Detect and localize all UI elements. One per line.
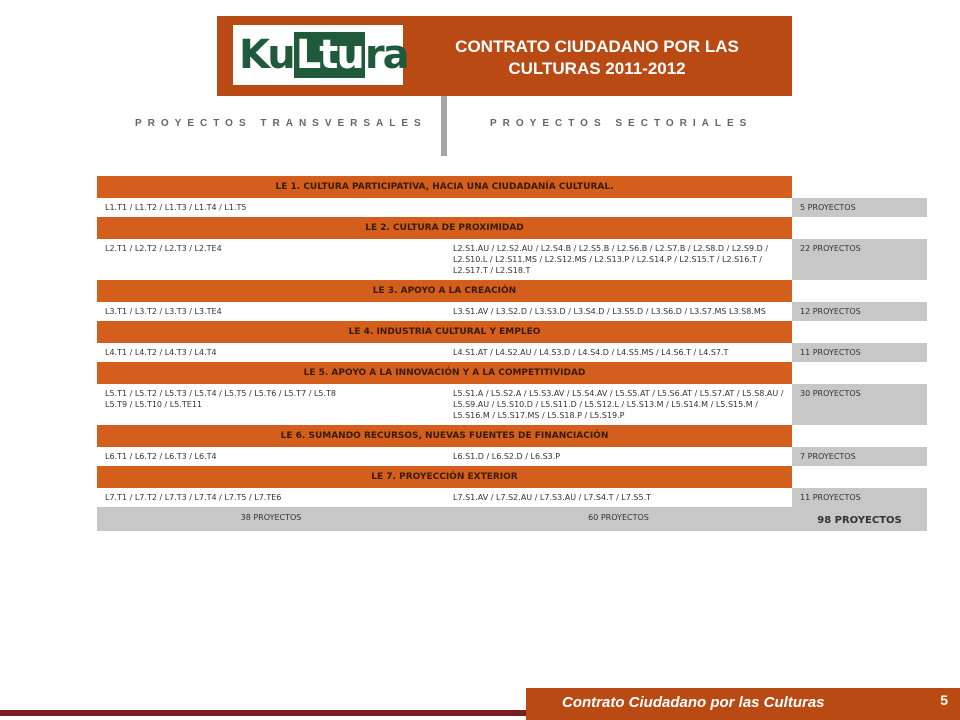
sectorial-cell: L4.S1.AT / L4.S2.AU / L4.S3.D / L4.S4.D / L4.S5.MS / L4.S6.T / L4.S7.T	[453, 348, 729, 357]
projects-table	[97, 176, 927, 531]
page-number: 5	[940, 692, 948, 708]
table-row	[97, 343, 927, 362]
table-row	[97, 198, 927, 217]
line-title: LE 7. PROYECCIÓN EXTERIOR	[97, 466, 792, 488]
line-title: LE 2. CULTURA DE PROXIMIDAD	[97, 217, 792, 239]
line-header	[97, 425, 927, 447]
transversal-cell: L6.T1 / L6.T2 / L6.T3 / L6.T4	[105, 452, 217, 461]
divider-bar	[441, 96, 447, 156]
line-header	[97, 321, 927, 343]
count-cell: 30 PROYECTOS	[792, 384, 927, 425]
line-title: LE 1. CULTURA PARTICIPATIVA, HACIA UNA CIUDADANÍA CULTURAL.	[97, 176, 792, 198]
sectorial-cell: L6.S1.D / L6.S2.D / L6.S3.P	[453, 452, 561, 461]
header-banner	[217, 16, 792, 96]
line-title: LE 5. APOYO A LA INNOVACIÓN Y A LA COMPETITIVIDAD	[97, 362, 792, 384]
table-row	[97, 302, 927, 321]
count-cell: 11 PROYECTOS	[792, 488, 927, 507]
line-header	[97, 362, 927, 384]
table-row	[97, 239, 927, 280]
title-line-2: CULTURAS 2011-2012	[508, 59, 686, 78]
transversal-cell: L1.T1 / L1.T2 / L1.T3 / L1.T4 / L1.T5	[105, 203, 247, 212]
label-sectoriales: PROYECTOS SECTORIALES	[490, 118, 753, 129]
line-header	[97, 217, 927, 239]
count-cell: 22 PROYECTOS	[792, 239, 927, 280]
transversal-cell: L7.T1 / L7.T2 / L7.T3 / L7.T4 / L7.T5 / L7.TE6	[105, 493, 282, 502]
title-line-1: CONTRATO CIUDADANO POR LAS	[455, 37, 739, 56]
count-cell: 7 PROYECTOS	[792, 447, 927, 466]
line-header	[97, 176, 927, 198]
line-header	[97, 466, 927, 488]
logo-wordmark: KuLtura	[239, 32, 408, 78]
line-header	[97, 280, 927, 302]
count-cell: 12 PROYECTOS	[792, 302, 927, 321]
line-title: LE 3. APOYO A LA CREACIÓN	[97, 280, 792, 302]
sectorial-cell: L7.S1.AV / L7.S2.AU / L7.S3.AU / L7.S4.T / L7.S5.T	[453, 493, 651, 502]
page-title	[417, 36, 777, 80]
table-row	[97, 447, 927, 466]
transversal-cell: L2.T1 / L2.T2 / L2.T3 / L2.TE4	[105, 244, 222, 253]
table-row	[97, 384, 927, 425]
transversal-cell: L3.T1 / L3.T2 / L3.T3 / L3.TE4	[105, 307, 222, 316]
total-transversales: 38 PROYECTOS	[97, 507, 445, 531]
total-sectoriales: 60 PROYECTOS	[445, 507, 792, 531]
sectorial-cell: L2.S1.AU / L2.S2.AU / L2.S4.B / L2.S5.B / L2.S6.B / L2.S7.B / L2.S8.D / L2.S9.D / L2.S10.L / L2.S11.MS / L2.S12.MS / L2.S13.P / L2.S14.P / L2.S15.T / L2.S16.T / L2.S17.T / L2.S18.T	[453, 244, 769, 275]
label-transversales: PROYECTOS TRANSVERSALES	[135, 118, 427, 129]
sectorial-cell	[445, 198, 792, 217]
line-title: LE 6. SUMANDO RECURSOS, NUEVAS FUENTES DE FINANCIACIÓN	[97, 425, 792, 447]
total-all: 98 PROYECTOS	[792, 507, 927, 531]
sectorial-cell: L5.S1.A / L5.S2.A / L5.S3.AV / L5.S4.AV / L5.S5.AT / L5.S6.AT / L5.S7.AT / L5.S8.AU / L5.S9.AU / L5.S10.D / L5.S11.D / L5.S12.L / L5.S13.M / L5.S14.M / L5.S15.M / L5.S16.M / L5.S17.MS / L5.S18.P / L5.S19.P	[453, 389, 784, 420]
kultura-logo	[233, 25, 408, 85]
totals-row	[97, 507, 927, 531]
line-title: LE 4. INDUSTRIA CULTURAL Y EMPLEO	[97, 321, 792, 343]
transversal-cell: L5.T1 / L5.T2 / L5.T3 / L5.T4 / L5.T5 / L5.T6 / L5.T7 / L5.T8 L5.T9 / L5.T10 / L5.TE11	[105, 389, 336, 409]
table-row	[97, 488, 927, 507]
sectorial-cell: L3.S1.AV / L3.S2.D / L3.S3.D / L3.S4.D / L3.S5.D / L3.S6.D / L3.S7.MS L3.S8.MS	[453, 307, 766, 316]
transversal-cell: L4.T1 / L4.T2 / L4.T3 / L4.T4	[105, 348, 217, 357]
footer-text: Contrato Ciudadano por las Culturas	[562, 694, 825, 711]
count-cell: 11 PROYECTOS	[792, 343, 927, 362]
count-cell: 5 PROYECTOS	[792, 198, 927, 217]
footer-bar	[526, 688, 960, 720]
